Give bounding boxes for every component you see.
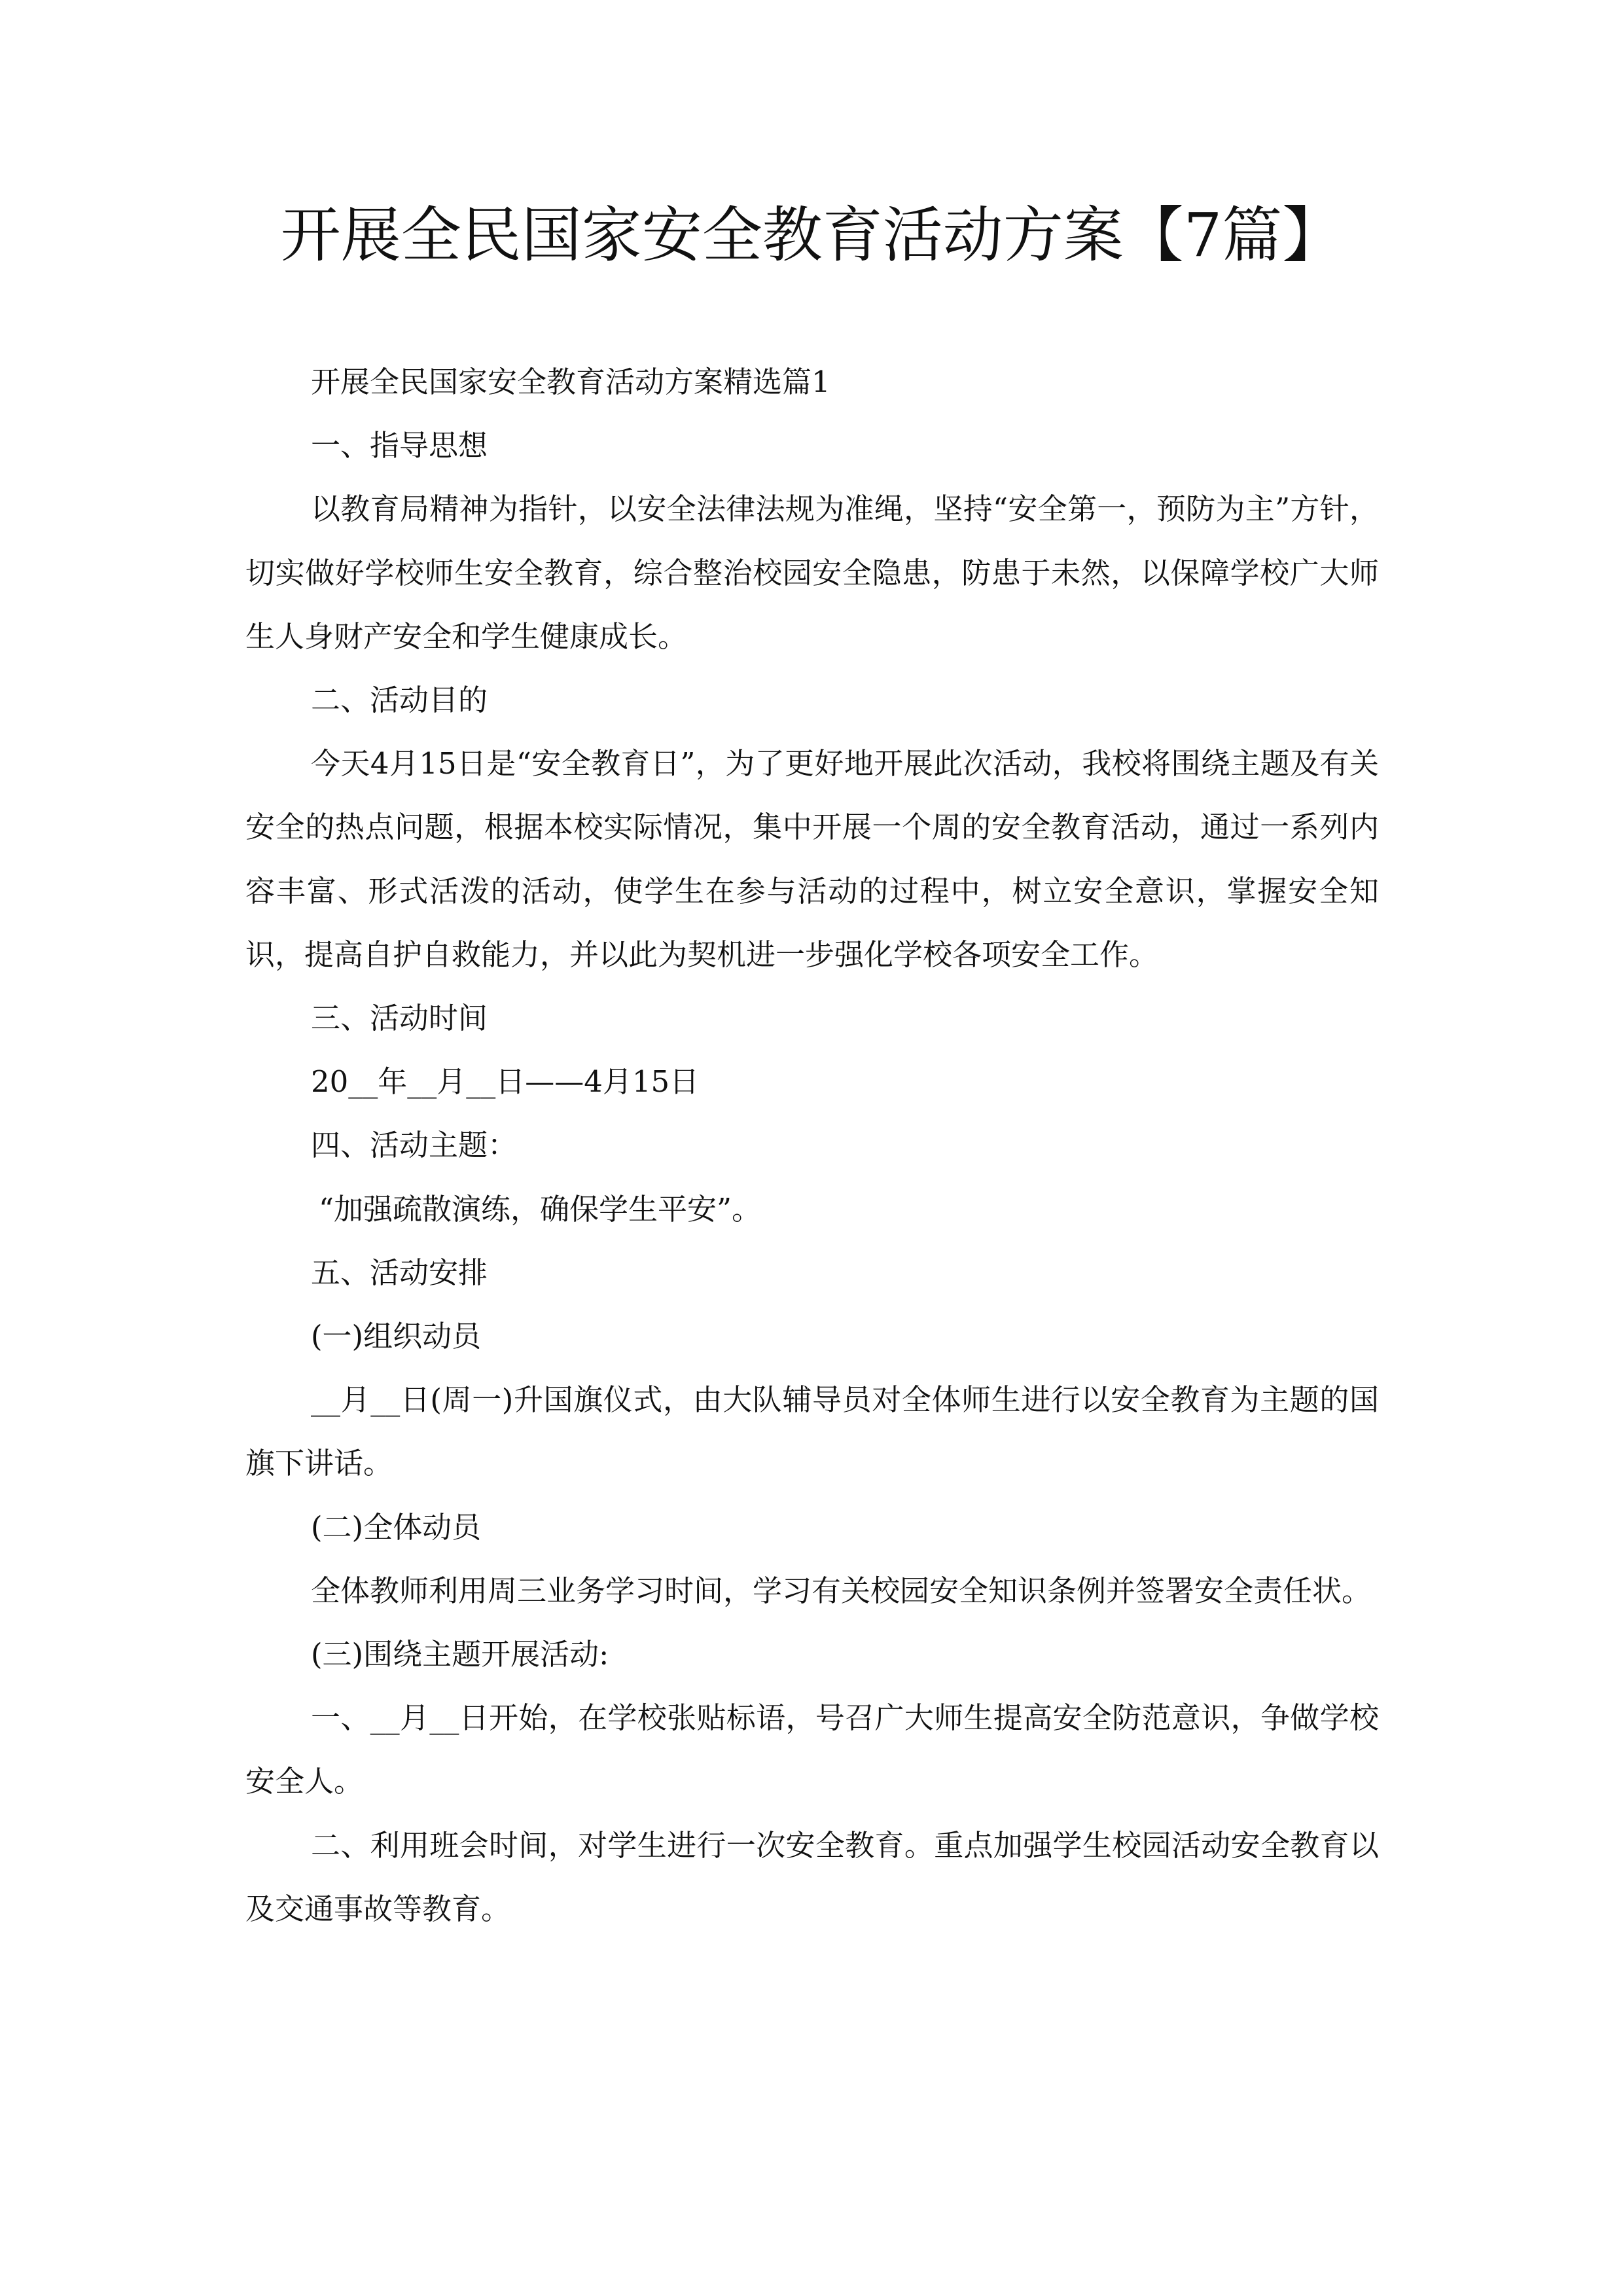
section-heading: 四、活动主题： <box>311 1128 518 1163</box>
subsection-heading: (二)全体动员 <box>311 1509 482 1545</box>
body-paragraph: 二、利用班会时间，对学生进行一次安全教育。重点加强学生校园活动安全教育以及交通事故等教育。 <box>245 1827 1379 1926</box>
section-heading: 二、活动目的 <box>311 683 488 718</box>
body-paragraph: 一、__月__日开始，在学校张贴标语，号召广大师生提高安全防范意识，争做学校安全人。 <box>245 1700 1379 1799</box>
document-title: 开展全民国家安全教育活动方案【7篇】 <box>280 200 1343 270</box>
document-body <box>245 350 1379 1941</box>
body-paragraph: 20__年__月__日——4月15日 <box>311 1064 700 1100</box>
subsection-heading: (一)组织动员 <box>311 1319 482 1354</box>
body-paragraph: 全体教师利用周三业务学习时间，学习有关校园安全知识条例并签署安全责任状。 <box>311 1573 1372 1608</box>
section-heading: 一、指导思想 <box>311 428 488 463</box>
section-heading: 三、活动时间 <box>311 1001 488 1036</box>
body-paragraph: 以教育局精神为指针，以安全法律法规为准绳，坚持“安全第一，预防为主”方针，切实做好学校师生安全教育，综合整治校园安全隐患，防患于未然，以保障学校广大师生人身财产安全和学生健康成长。 <box>245 492 1379 654</box>
section-heading: 开展全民国家安全教育活动方案精选篇1 <box>311 365 830 399</box>
section-heading: 五、活动安排 <box>311 1255 488 1290</box>
body-paragraph: 今天4月15日是“安全教育日”，为了更好地开展此次活动，我校将围绕主题及有关安全的热点问题，根据本校实际情况，集中开展一个周的安全教育活动，通过一系列内容丰富、形式活泼的活动，使学生在参与活动的过程中，树立安全意识，掌握安全知识，提高自护自救能力，并以此为契机进一步强化学校各项安全工作。 <box>245 746 1379 972</box>
theme-quote: “加强疏散演练，确保学生平安”。 <box>319 1191 762 1227</box>
body-paragraph: __月__日(周一)升国旗仪式，由大队辅导员对全体师生进行以安全教育为主题的国旗下讲话。 <box>245 1382 1379 1481</box>
subsection-heading: (三)围绕主题开展活动: <box>311 1637 609 1672</box>
